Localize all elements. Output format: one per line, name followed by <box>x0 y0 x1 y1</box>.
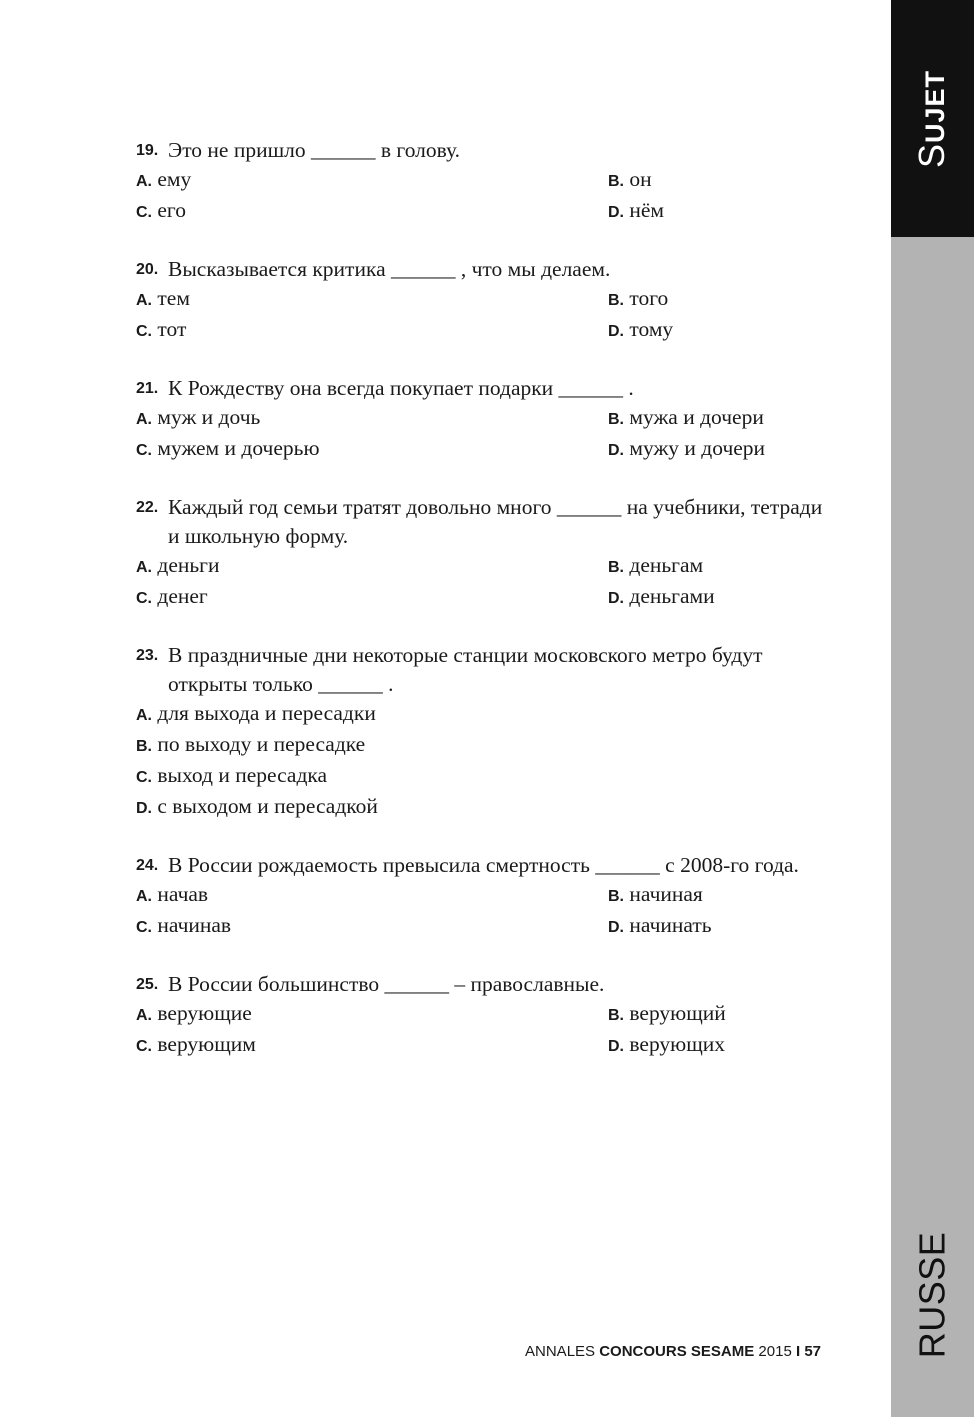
question-prompt <box>136 970 836 999</box>
answer-option <box>136 730 836 761</box>
option-text: денег <box>157 584 208 608</box>
question-21 <box>136 374 836 465</box>
question-text: К Рождеству она всегда покупает подарки ______ . <box>168 376 634 400</box>
option-text: верующих <box>629 1032 726 1056</box>
answer-option <box>136 880 608 911</box>
option-text: муж и дочь <box>157 405 261 429</box>
question-19 <box>136 136 836 227</box>
option-text: того <box>629 286 669 310</box>
question-number: 19. <box>136 142 159 159</box>
option-letter: D. <box>136 800 152 817</box>
answer-option <box>608 403 836 434</box>
option-letter: D. <box>608 919 624 936</box>
option-text: для выхода и пересадки <box>157 701 376 725</box>
answer-option <box>608 165 836 196</box>
questions-list <box>136 136 836 1089</box>
option-letter: C. <box>136 323 152 340</box>
footer-concours: CONCOURS SESAME <box>599 1343 755 1360</box>
answer-options <box>136 284 836 346</box>
option-letter: A. <box>136 292 152 309</box>
question-text: Это не пришло ______ в голову. <box>168 138 461 162</box>
answer-option <box>136 792 836 823</box>
option-letter: B. <box>608 888 624 905</box>
question-number: 24. <box>136 857 159 874</box>
question-25 <box>136 970 836 1061</box>
option-text: тот <box>157 317 187 341</box>
question-24 <box>136 851 836 942</box>
question-20 <box>136 255 836 346</box>
answer-option <box>608 911 836 942</box>
option-letter: D. <box>608 204 624 221</box>
answer-option <box>136 551 608 582</box>
question-prompt <box>136 374 836 403</box>
question-text: Высказывается критика ______ , что мы делаем. <box>168 257 611 281</box>
question-text: В России большинство ______ – православные. <box>168 972 605 996</box>
answer-option <box>608 551 836 582</box>
option-text: тем <box>157 286 190 310</box>
section-tab <box>891 0 974 237</box>
answer-option <box>136 999 608 1030</box>
footer-year: 2015 <box>758 1343 792 1360</box>
answer-option <box>136 1030 608 1061</box>
option-text: с выходом и пересадкой <box>157 794 378 818</box>
footer-page-number: 57 <box>804 1343 821 1360</box>
option-letter: B. <box>608 559 624 576</box>
option-text: тому <box>629 317 674 341</box>
answer-option <box>608 582 836 613</box>
option-letter: C. <box>136 769 152 786</box>
option-letter: B. <box>608 173 624 190</box>
answer-options <box>136 880 836 942</box>
question-prompt <box>136 641 836 699</box>
option-letter: D. <box>608 442 624 459</box>
option-letter: A. <box>136 559 152 576</box>
option-letter: A. <box>136 1007 152 1024</box>
option-text: мужу и дочери <box>629 436 766 460</box>
option-text: деньги <box>157 553 220 577</box>
option-letter: C. <box>136 590 152 607</box>
answer-options <box>136 165 836 227</box>
question-number: 23. <box>136 647 159 664</box>
option-text: верующим <box>157 1032 256 1056</box>
option-text: деньгам <box>629 553 704 577</box>
sidebar <box>891 0 974 1417</box>
option-letter: D. <box>608 323 624 340</box>
option-text: нём <box>629 198 665 222</box>
option-text: его <box>157 198 186 222</box>
option-letter: D. <box>608 1038 624 1055</box>
option-text: ему <box>157 167 192 191</box>
option-letter: B. <box>608 292 624 309</box>
answer-option <box>608 999 836 1030</box>
answer-option <box>136 284 608 315</box>
option-text: верующий <box>629 1001 726 1025</box>
answer-options <box>136 699 836 823</box>
option-text: верующие <box>157 1001 252 1025</box>
page-footer <box>525 1343 821 1360</box>
answer-option <box>136 761 836 792</box>
subject-label: RUSSE <box>911 1231 953 1359</box>
footer-annales: ANNALES <box>525 1343 596 1360</box>
answer-options <box>136 999 836 1061</box>
option-text: мужа и дочери <box>629 405 764 429</box>
option-text: начинав <box>157 913 232 937</box>
question-prompt <box>136 255 836 284</box>
question-number: 21. <box>136 380 159 397</box>
option-letter: B. <box>608 1007 624 1024</box>
option-letter: A. <box>136 411 152 428</box>
question-22 <box>136 493 836 613</box>
answer-option <box>608 880 836 911</box>
option-letter: C. <box>136 204 152 221</box>
section-label-rest: UJET <box>920 69 951 143</box>
option-text: начав <box>157 882 209 906</box>
answer-option <box>136 434 608 465</box>
option-text: начиная <box>629 882 703 906</box>
question-number: 22. <box>136 499 159 516</box>
option-letter: B. <box>608 411 624 428</box>
option-text: мужем и дочерью <box>157 436 320 460</box>
answer-option <box>136 582 608 613</box>
answer-option <box>608 1030 836 1061</box>
option-text: по выходу и пересадке <box>157 732 366 756</box>
answer-option <box>136 699 836 730</box>
question-text: Каждый год семьи тратят довольно много ______ на учебники, тетради и школьную форму. <box>168 495 823 548</box>
answer-option <box>608 315 836 346</box>
question-prompt <box>136 136 836 165</box>
option-text: начинать <box>629 913 712 937</box>
answer-options <box>136 403 836 465</box>
question-prompt <box>136 851 836 880</box>
question-text: В России рождаемость превысила смертность ______ с 2008-го года. <box>168 853 799 877</box>
subject-tab <box>891 1225 974 1365</box>
question-23 <box>136 641 836 823</box>
option-letter: C. <box>136 919 152 936</box>
option-text: деньгами <box>629 584 715 608</box>
option-letter: D. <box>608 590 624 607</box>
answer-option <box>136 911 608 942</box>
footer-separator: I <box>795 1343 801 1360</box>
answer-option <box>608 196 836 227</box>
question-prompt <box>136 493 836 551</box>
option-letter: A. <box>136 707 152 724</box>
answer-option <box>136 403 608 434</box>
answer-option <box>608 284 836 315</box>
option-text: выход и пересадка <box>157 763 328 787</box>
question-number: 20. <box>136 261 159 278</box>
question-number: 25. <box>136 976 159 993</box>
option-letter: A. <box>136 173 152 190</box>
option-letter: B. <box>136 738 152 755</box>
answer-options <box>136 551 836 613</box>
option-letter: C. <box>136 1038 152 1055</box>
answer-option <box>136 196 608 227</box>
option-letter: C. <box>136 442 152 459</box>
question-text: В праздничные дни некоторые станции московского метро будут открыты только ______ . <box>168 643 763 696</box>
option-letter: A. <box>136 888 152 905</box>
answer-option <box>136 165 608 196</box>
section-label-initial: S <box>911 142 953 168</box>
option-text: он <box>629 167 652 191</box>
answer-option <box>608 434 836 465</box>
section-label <box>912 69 954 167</box>
answer-option <box>136 315 608 346</box>
